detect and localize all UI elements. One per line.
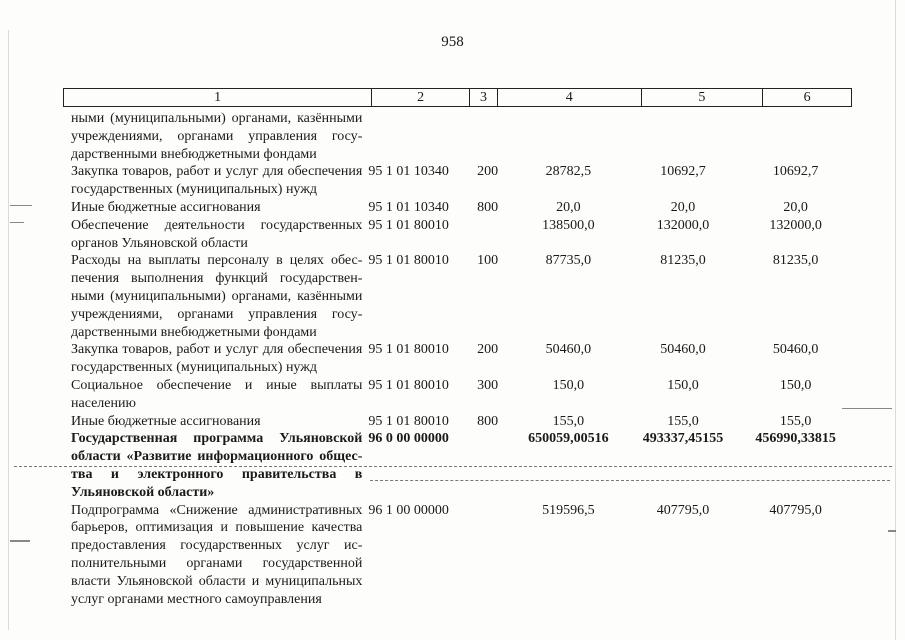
table-row	[63, 502, 852, 609]
row-name: Иные бюджетные ассигнования	[71, 199, 261, 215]
row-value-3: 20,0	[783, 199, 808, 215]
row-name: Расходы на выплаты персоналу в целях обеспечения выполнения функций государственными (муниципальными) органами, казёнными учреждениями, органами управления государственными внебюджетными фондами	[71, 253, 363, 340]
row-code: 95 1 01 10340	[368, 164, 449, 180]
scan-left-edge	[8, 30, 9, 630]
row-value-1: 519596,5	[542, 502, 595, 518]
row-code: 95 1 01 80010	[368, 253, 449, 269]
table-row	[63, 199, 852, 217]
row-value-2: 20,0	[670, 199, 696, 215]
row-vr: 200	[477, 342, 499, 358]
column-header: 6	[803, 90, 811, 105]
row-value-2: 81235,0	[660, 253, 706, 269]
row-value-2: 150,0	[667, 377, 699, 393]
row-vr: 100	[477, 253, 499, 269]
row-name: Закупка товаров, работ и услуг для обеспечения государственных (муниципальных) нужд	[71, 164, 363, 198]
row-value-1: 20,0	[556, 199, 581, 215]
table-row	[63, 217, 852, 253]
row-name: Подпрограмма «Снижение административных барьеров, оптимизация и повышение качества предоставления государственных услуг исполнительными органами государственной власти Ульяновской области и муниципальных услуг органами местного самоуправления	[71, 502, 363, 607]
row-value-1	[510, 110, 627, 163]
table-row	[63, 110, 852, 163]
column-header: 4	[498, 89, 642, 106]
row-value-3	[739, 110, 852, 163]
row-value-3: 10692,7	[772, 164, 819, 180]
scan-dashed-line	[370, 480, 890, 481]
scan-mark	[10, 222, 24, 223]
row-name: Социальное обеспечение и иные выплаты населению	[71, 377, 363, 411]
row-vr: 800	[477, 199, 499, 215]
row-name: Закупка товаров, работ и услуг для обеспечения государственных (муниципальных) нужд	[71, 342, 363, 376]
row-value-1: 650059,00516	[528, 431, 609, 447]
row-value-1: 28782,5	[545, 164, 592, 180]
row-code: 95 1 01 10340	[368, 199, 449, 215]
row-value-3: 456990,33815	[755, 431, 836, 447]
row-value-2: 155,0	[667, 413, 699, 429]
row-code: 95 1 01 80010	[368, 217, 449, 233]
row-name: Обеспечение деятельности государственных органов Ульяновской области	[71, 217, 363, 251]
row-value-2: 10692,7	[660, 164, 706, 180]
row-vr: 200	[477, 164, 499, 180]
row-name: ными (муниципальными) органами, казёнными учреждениями, органами управления государственными внебюджетными фондами	[71, 111, 363, 162]
column-header: 3	[470, 89, 498, 106]
row-value-1: 87735,0	[545, 253, 592, 269]
row-value-3: 407795,0	[769, 502, 822, 518]
row-vr	[477, 110, 510, 163]
row-vr	[477, 502, 510, 609]
row-value-3: 155,0	[779, 413, 812, 429]
table-row	[63, 163, 852, 199]
table-body	[63, 110, 852, 608]
scan-mark	[888, 530, 896, 532]
scan-mark	[10, 205, 32, 206]
row-code: 96 0 00 00000	[368, 431, 449, 447]
row-vr	[477, 217, 510, 253]
row-vr: 800	[477, 413, 499, 429]
table-row	[63, 252, 852, 341]
row-code: 95 1 01 80010	[368, 377, 449, 393]
table-row	[63, 341, 852, 377]
row-name: Государственная программа Ульяновской области «Развитие информационного общества и электронного правительства в Ульяновской области»	[71, 431, 363, 500]
column-header: 5	[642, 89, 764, 106]
row-value-1: 138500,0	[542, 217, 595, 233]
row-value-2: 50460,0	[660, 342, 706, 358]
column-header: 1	[64, 89, 372, 106]
row-code: 96 1 00 00000	[368, 502, 449, 518]
row-value-1: 150,0	[552, 377, 585, 393]
row-value-2: 407795,0	[656, 502, 710, 518]
row-value-2: 493337,45155	[642, 431, 724, 447]
row-code	[362, 110, 477, 163]
table-header	[63, 88, 852, 107]
row-value-1: 50460,0	[545, 342, 592, 358]
row-value-3: 150,0	[779, 377, 812, 393]
scan-mark	[10, 540, 30, 542]
row-value-3: 81235,0	[772, 253, 819, 269]
row-value-2	[627, 110, 740, 163]
row-value-3: 50460,0	[772, 342, 819, 358]
row-code: 95 1 01 80010	[368, 342, 449, 358]
table-row	[63, 377, 852, 413]
column-header: 2	[372, 89, 470, 106]
row-name: Иные бюджетные ассигнования	[71, 413, 261, 429]
row-value-1: 155,0	[552, 413, 585, 429]
row-code: 95 1 01 80010	[368, 413, 449, 429]
row-value-3: 132000,0	[769, 217, 822, 233]
scan-dashed-line	[14, 466, 892, 467]
table-row	[63, 413, 852, 431]
row-vr: 300	[477, 377, 499, 393]
scan-right-edge	[895, 0, 896, 640]
row-value-2: 132000,0	[656, 217, 710, 233]
page-number: 958	[441, 34, 464, 50]
